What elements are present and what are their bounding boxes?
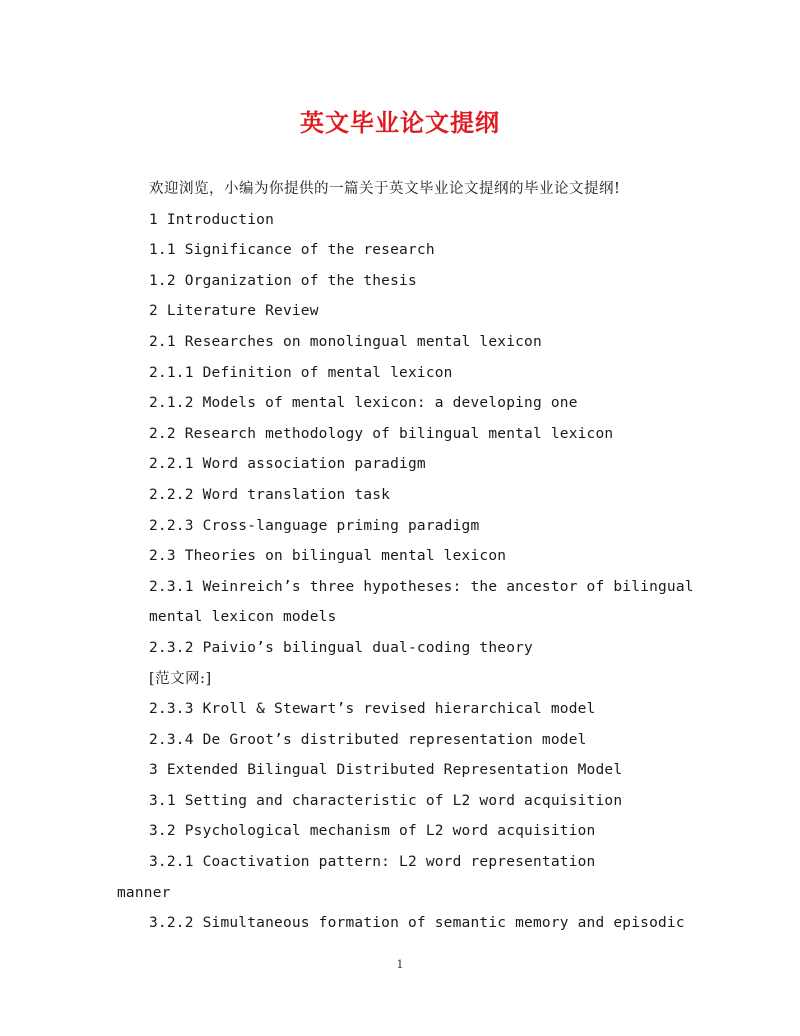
outline-item: 1.1 Significance of the research	[149, 242, 435, 259]
outline-item: 2 Literature Review	[149, 303, 319, 320]
page-number: 1	[396, 958, 404, 971]
outline-item: 3.2.1 Coactivation pattern: L2 word representation	[149, 854, 596, 871]
outline-item: 2.1.1 Definition of mental lexicon	[149, 364, 453, 381]
outline-item: 2.2.3 Cross-language priming paradigm	[149, 517, 480, 534]
outline-item: 2.3.2 Paivio’s bilingual dual-coding theory	[149, 639, 533, 656]
outline-item: 2.2.1 Word association paradigm	[149, 456, 426, 473]
outline-item: 2.2 Research methodology of bilingual mental lexicon	[149, 425, 614, 442]
outline-item: 2.3 Theories on bilingual mental lexicon	[149, 548, 507, 565]
outline-item: 2.3.4 De Groot’s distributed representation model	[149, 731, 587, 748]
outline-item: 3.2 Psychological mechanism of L2 word acquisition	[149, 823, 596, 840]
outline-item: 3 Extended Bilingual Distributed Representation Model	[149, 762, 623, 779]
outline-item: 2.3.3 Kroll & Stewart’s revised hierarchical model	[149, 701, 596, 718]
outline-item: 3.1 Setting and characteristic of L2 word acquisition	[149, 792, 623, 809]
intro-paragraph: 欢迎浏览，小编为你提供的一篇关于英文毕业论文提纲的毕业论文提纲!	[149, 181, 621, 197]
source-note: [范文网:]	[149, 670, 212, 687]
outline-item-continuation: manner	[117, 884, 171, 901]
outline-item: 2.2.2 Word translation task	[149, 486, 391, 503]
outline-item: 1.2 Organization of the thesis	[149, 272, 417, 289]
outline-item: 2.3.1 Weinreich’s three hypotheses: the ancestor of bilingual	[149, 578, 694, 595]
outline-item: 2.1 Researches on monolingual mental lexicon	[149, 333, 542, 350]
outline-item: 1 Introduction	[149, 211, 275, 228]
document-title: 英文毕业论文提纲	[300, 108, 500, 137]
outline-item: 2.1.2 Models of mental lexicon: a developing one	[149, 395, 578, 412]
outline-item: 3.2.2 Simultaneous formation of semantic memory and episodic	[149, 915, 685, 932]
outline-list	[0, 174, 800, 939]
outline-item-continuation: mental lexicon models	[149, 609, 337, 626]
